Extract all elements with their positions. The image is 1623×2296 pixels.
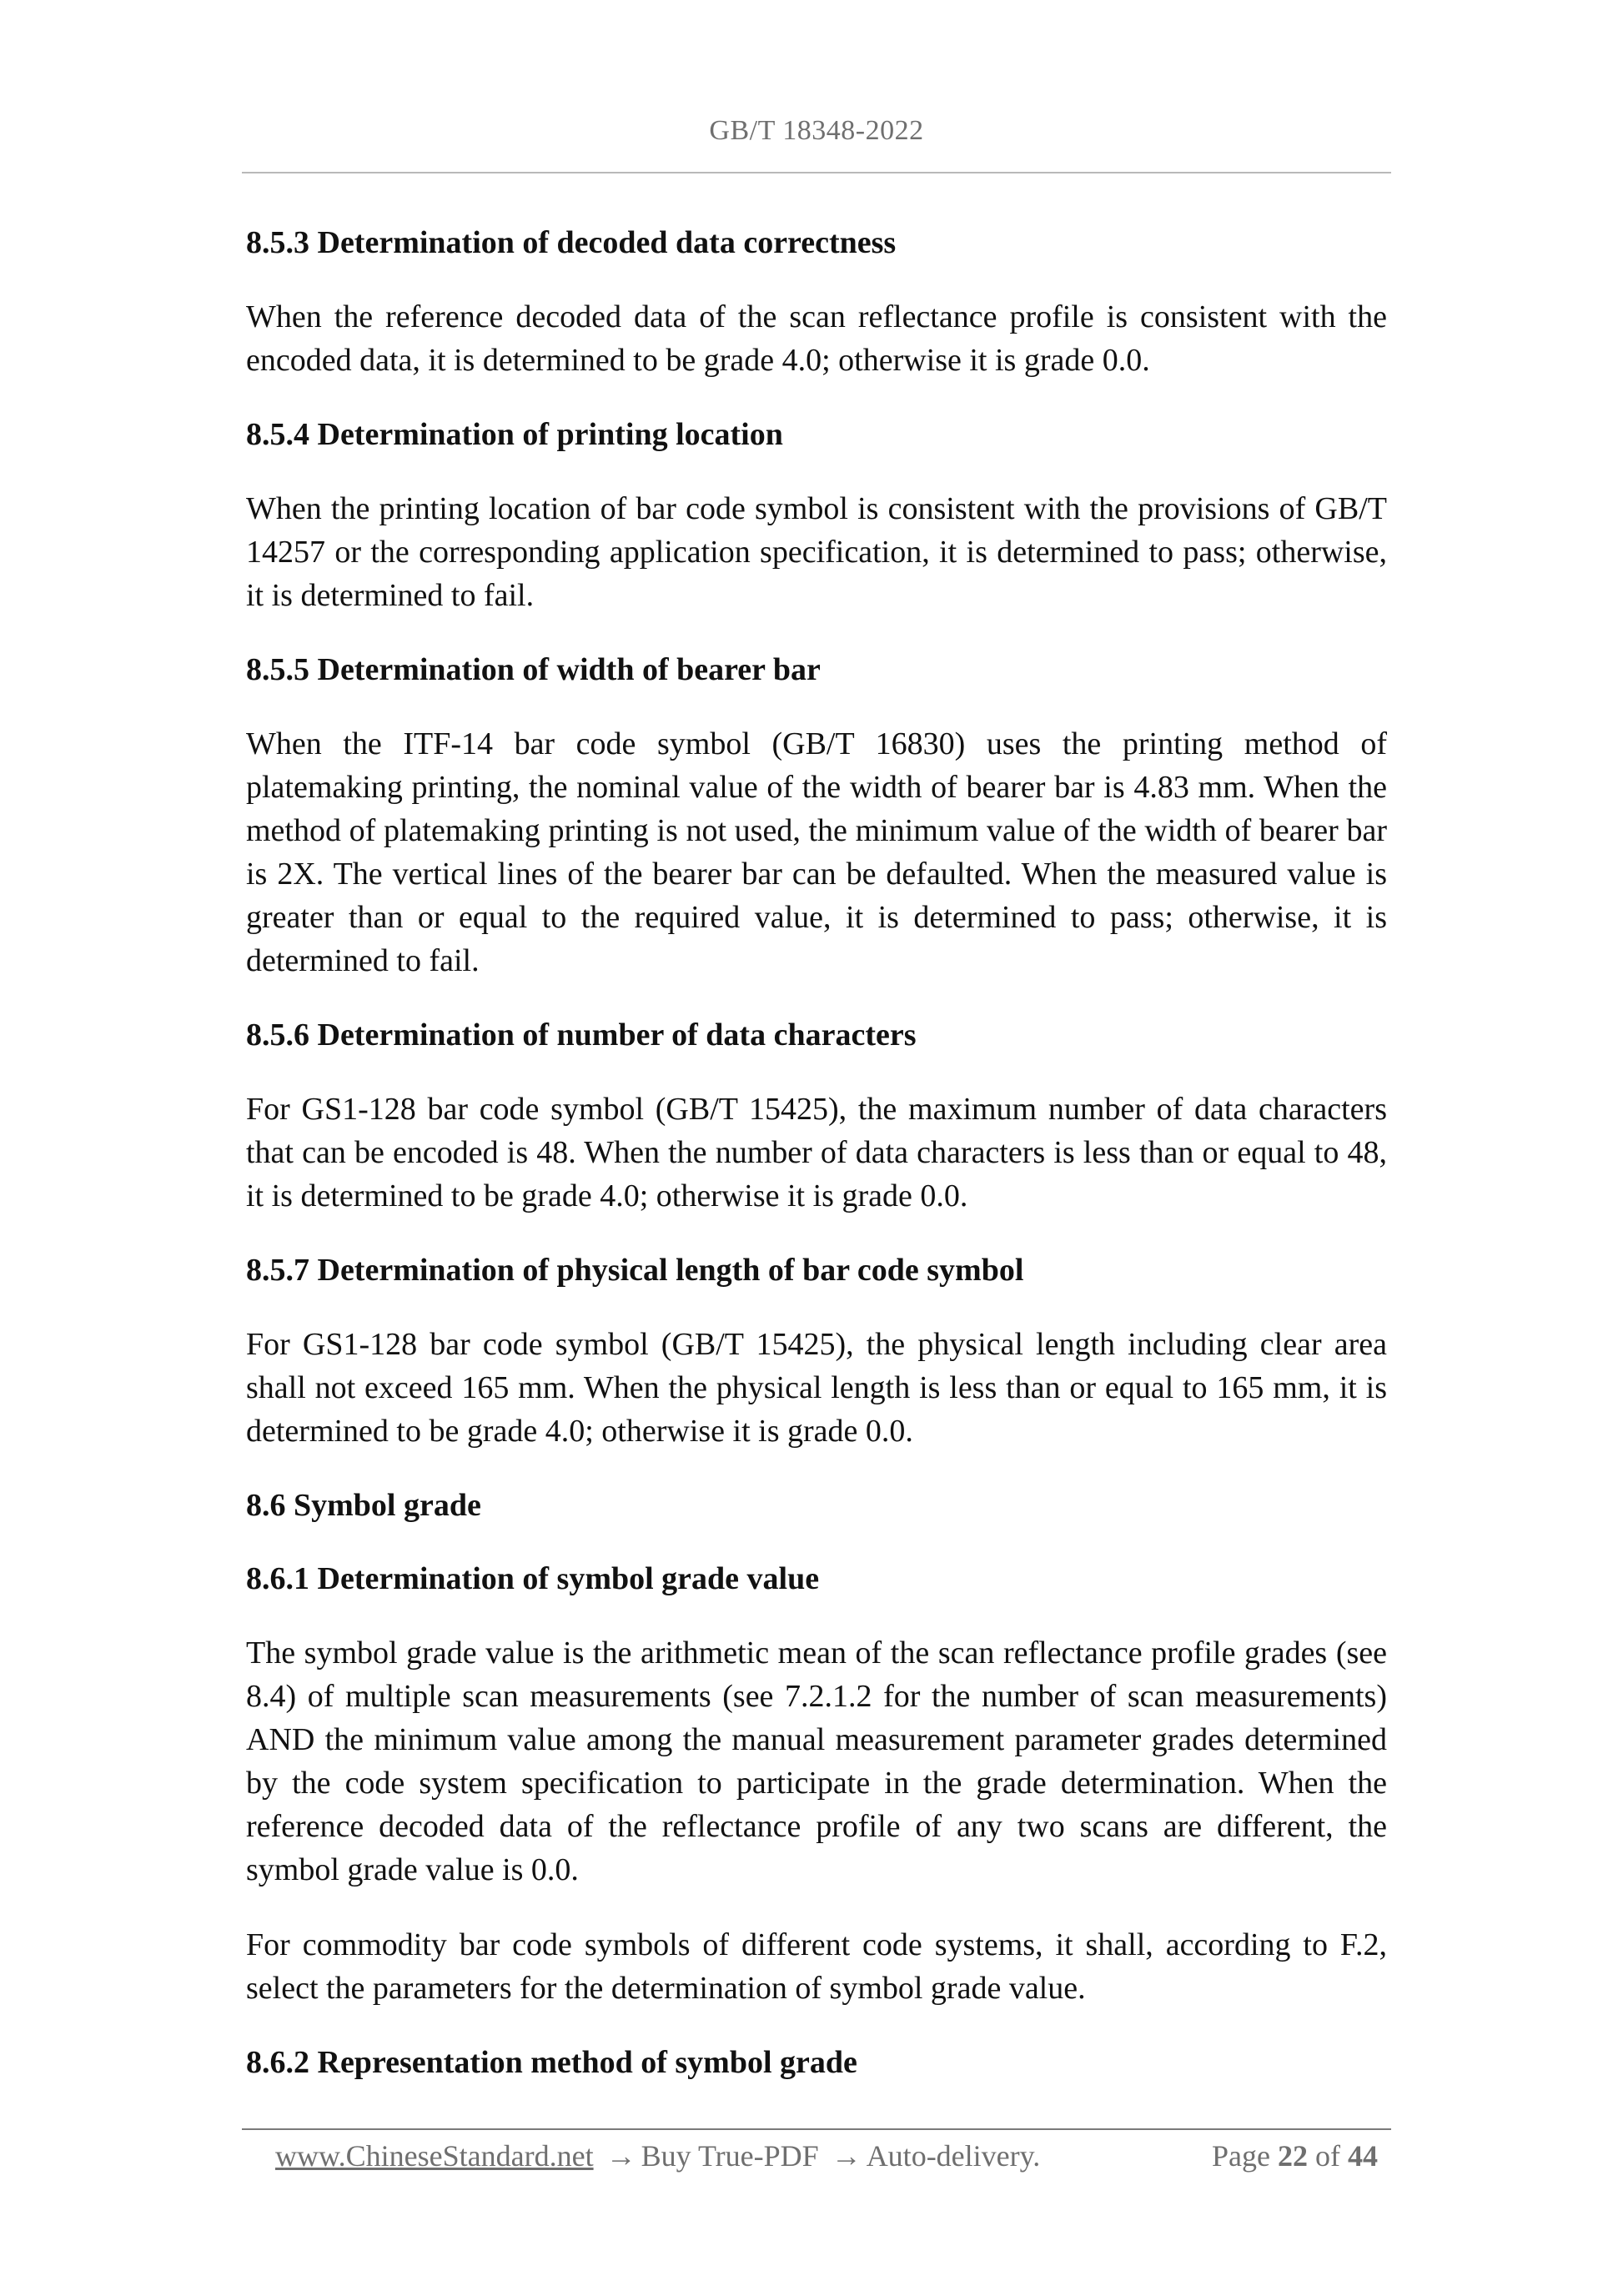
section-paragraph: When the reference decoded data of the scan reflectance profile is consistent with the encoded data, it is determined to be grade 4.0; otherwise it is grade 0.0. xyxy=(246,299,1387,378)
section-heading-8-5-7: 8.5.7 Determination of physical length of bar code symbol xyxy=(246,1253,1024,1288)
section-heading-8-5-6: 8.5.6 Determination of number of data characters xyxy=(246,1017,917,1053)
section-heading-8-6-1: 8.6.1 Determination of symbol grade value xyxy=(246,1561,820,1596)
page-indicator xyxy=(1212,2138,1378,2173)
auto-delivery-text: Auto-delivery. xyxy=(866,2139,1041,2173)
site-link[interactable]: www.ChineseStandard.net xyxy=(275,2139,594,2173)
section-paragraph: When the printing location of bar code symbol is consistent with the provisions of GB/T 14257 or the corresponding application specification, it is determined to pass; otherwise, it is determined to fail. xyxy=(246,491,1387,613)
section-paragraph: The symbol grade value is the arithmetic mean of the scan reflectance profile grades (see 8.4) of multiple scan measurements (see 7.2.1.2 for the number of scan measurements) AND the minimum value among the manual measurement parameter grades determined by the code system specification to participate in the grade determination. When the reference decoded data of the reflectance profile of any two scans are different, the symbol grade value is 0.0. xyxy=(246,1635,1387,1887)
section-heading-8-6: 8.6 Symbol grade xyxy=(246,1488,481,1523)
section-heading-8-5-5: 8.5.5 Determination of width of bearer bar xyxy=(246,652,821,687)
section-heading-8-5-4: 8.5.4 Determination of printing location xyxy=(246,417,783,452)
arrow-right-icon: → xyxy=(605,2139,636,2173)
page-header-doc-id: GB/T 18348-2022 xyxy=(709,115,924,146)
buy-true-pdf-text: Buy True-PDF xyxy=(641,2139,819,2173)
section-heading-8-6-2: 8.6.2 Representation method of symbol grade xyxy=(246,2045,857,2080)
arrow-right-icon: → xyxy=(831,2139,862,2173)
page-current: 22 xyxy=(1278,2139,1308,2173)
footer-divider xyxy=(242,2128,1391,2130)
page-footer xyxy=(275,2138,1384,2173)
document-body xyxy=(246,222,1387,2115)
section-paragraph: For GS1-128 bar code symbol (GB/T 15425), the physical length including clear area shall not exceed 165 mm. When the physical length is less than or equal to 165 mm, it is determined to be grade 4.0; otherwise it is grade 0.0. xyxy=(246,1327,1387,1449)
page-label: Page xyxy=(1212,2139,1270,2173)
of-label: of xyxy=(1315,2139,1340,2173)
section-heading-8-5-3: 8.5.3 Determination of decoded data correctness xyxy=(246,225,897,260)
page-total: 44 xyxy=(1348,2139,1378,2173)
section-paragraph: For GS1-128 bar code symbol (GB/T 15425), the maximum number of data characters that can be encoded is 48. When the number of data characters is less than or equal to 48, it is determined to be grade 4.0; otherwise it is grade 0.0. xyxy=(246,1092,1387,1213)
section-paragraph: When the ITF-14 bar code symbol (GB/T 16830) uses the printing method of platemaking printing, the nominal value of the width of bearer bar is 4.83 mm. When the method of platemaking printing is not used, the minimum value of the width of bearer bar is 2X. The vertical lines of the bearer bar can be defaulted. When the measured value is greater than or equal to the required value, it is determined to pass; otherwise, it is determined to fail. xyxy=(246,726,1387,978)
header-divider xyxy=(242,172,1391,173)
section-paragraph: For commodity bar code symbols of different code systems, it shall, according to F.2, select the parameters for the determination of symbol grade value. xyxy=(246,1927,1387,2006)
